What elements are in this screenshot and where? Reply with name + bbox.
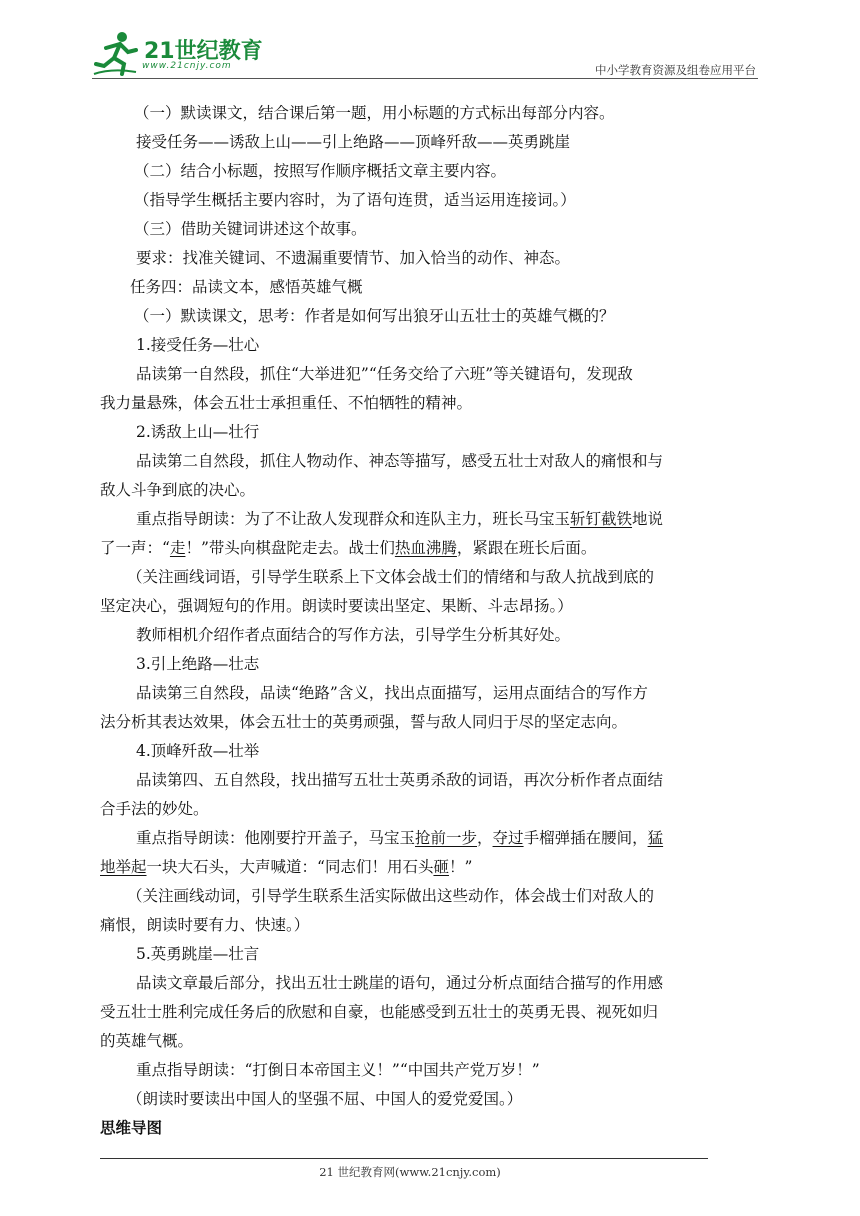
- text-span: 重点指导朗读：为了不让敌人发现群众和连队主力，班长马宝玉: [136, 510, 571, 528]
- paragraph-line: 坚定决心，强调短句的作用。朗读时要读出坚定、果断、斗志昂扬。）: [100, 597, 573, 615]
- paragraph-line: 受五壮士胜利完成任务后的欣慰和自豪，也能感受到五壮士的英勇无畏、视死如归: [100, 1003, 659, 1021]
- section-heading: 任务四：品读文本，感悟英雄气概: [130, 278, 363, 296]
- logo-url: www.21cnjy.com: [142, 61, 232, 71]
- page-footer: [0, 1164, 860, 1180]
- underlined-word: 地举起: [100, 858, 147, 876]
- runner-logo-icon: [92, 30, 138, 76]
- platform-title: 中小学教育资源及组卷应用平台: [595, 63, 756, 77]
- underlined-word: 夺过: [492, 829, 524, 847]
- text-span: 手榴弹插在腰间，: [523, 829, 648, 847]
- paragraph-line: 品读第一自然段，抓住“大举进犯”“任务交给了六班”等关键语句，发现敌: [136, 365, 633, 383]
- subheading: 5.英勇跳崖—壮言: [136, 945, 260, 963]
- paragraph-line: （指导学生概括主要内容时，为了语句连贯，适当运用连接词。）: [134, 191, 576, 209]
- site-logo: [92, 30, 262, 80]
- subheading: 1.接受任务—壮心: [136, 336, 260, 354]
- footer-text: 21 世纪教育网(www.21cnjy.com): [319, 1165, 501, 1179]
- header-divider: [92, 78, 758, 79]
- paragraph-line: 法分析其表达效果，体会五壮士的英勇顽强，誓与敌人同归于尽的坚定志向。: [100, 713, 628, 731]
- paragraph-line: 的英雄气概。: [100, 1032, 194, 1050]
- paragraph-line: [100, 824, 762, 853]
- section-heading-mindmap: 思维导图: [100, 1119, 163, 1137]
- paragraph-line: 我力量悬殊，体会五壮士承担重任、不怕牺牲的精神。: [100, 394, 473, 412]
- paragraph-line: 重点指导朗读：“打倒日本帝国主义！”“中国共产党万岁！”: [136, 1061, 540, 1079]
- footer-divider: [100, 1158, 708, 1159]
- subheading: 3.引上绝路—壮志: [136, 655, 260, 673]
- paragraph-line: 敌人斗争到底的决心。: [100, 481, 256, 499]
- document-body: [100, 99, 762, 1143]
- text-span: 重点指导朗读：他刚要拧开盖子，马宝玉: [136, 829, 416, 847]
- page-header: [0, 0, 860, 90]
- paragraph-line: （关注画线词语，引导学生联系上下文体会战士们的情绪和与敌人抗战到底的: [127, 568, 655, 586]
- text-span: 地说: [632, 510, 664, 528]
- paragraph-line: 要求：找准关键词、不遗漏重要情节、加入恰当的动作、神态。: [136, 249, 571, 267]
- paragraph-line: （一）默读课文，思考：作者是如何写出狼牙山五壮士的英雄气概的？: [134, 307, 615, 325]
- text-span: ！”带头向棋盘陀走去。战士们: [185, 539, 395, 557]
- underlined-word: 热血沸腾: [394, 539, 457, 557]
- paragraph-line: （朗读时要读出中国人的坚强不屈、中国人的爱党爱国。）: [127, 1090, 523, 1108]
- paragraph-line: 合手法的妙处。: [100, 800, 209, 818]
- text-span: 一块大石头，大声喊道：“同志们！用石头: [146, 858, 434, 876]
- underlined-word: 斩钉截铁: [570, 510, 633, 528]
- text-span: 了一声：“: [100, 539, 170, 557]
- paragraph-line: 教师相机介绍作者点面结合的写作方法，引导学生分析其好处。: [136, 626, 571, 644]
- text-span: ，: [477, 829, 493, 847]
- logo-text: 21世纪教育: [144, 39, 263, 64]
- underlined-word: 猛: [647, 829, 664, 847]
- text-span: ，紧跟在班长后面。: [456, 539, 597, 557]
- paragraph-line: [100, 505, 762, 534]
- paragraph-line: （一）默读课文，结合课后第一题，用小标题的方式标出每部分内容。: [134, 104, 615, 122]
- paragraph-line: （关注画线动词，引导学生联系生活实际做出这些动作，体会战士们对敌人的: [127, 887, 655, 905]
- subheading: 4.顶峰歼敌—壮举: [136, 742, 260, 760]
- paragraph-line: 品读第三自然段，品读“绝路”含义，找出点面描写，运用点面结合的写作方: [136, 684, 648, 702]
- paragraph-line: 品读第二自然段，抓住人物动作、神态等描写，感受五壮士对敌人的痛恨和与: [136, 452, 664, 470]
- paragraph-line: 品读文章最后部分，找出五壮士跳崖的语句，通过分析点面结合描写的作用感: [136, 974, 664, 992]
- underlined-word: 抢前一步: [415, 829, 478, 847]
- paragraph-line: [100, 534, 762, 563]
- paragraph-line: 痛恨，朗读时要有力、快速。）: [100, 916, 310, 934]
- underlined-word: 走: [169, 539, 186, 557]
- paragraph-line: 品读第四、五自然段，找出描写五壮士英勇杀敌的词语，再次分析作者点面结: [136, 771, 664, 789]
- subheading: 2.诱敌上山—壮行: [136, 423, 260, 441]
- paragraph-line: （三）借助关键词讲述这个故事。: [134, 220, 367, 238]
- paragraph-line: 接受任务——诱敌上山——引上绝路——顶峰歼敌——英勇跳崖: [136, 133, 571, 151]
- text-span: ！”: [448, 858, 473, 876]
- underlined-word: 砸: [433, 858, 449, 876]
- paragraph-line: （二）结合小标题，按照写作顺序概括文章主要内容。: [134, 162, 507, 180]
- paragraph-line: [100, 853, 762, 882]
